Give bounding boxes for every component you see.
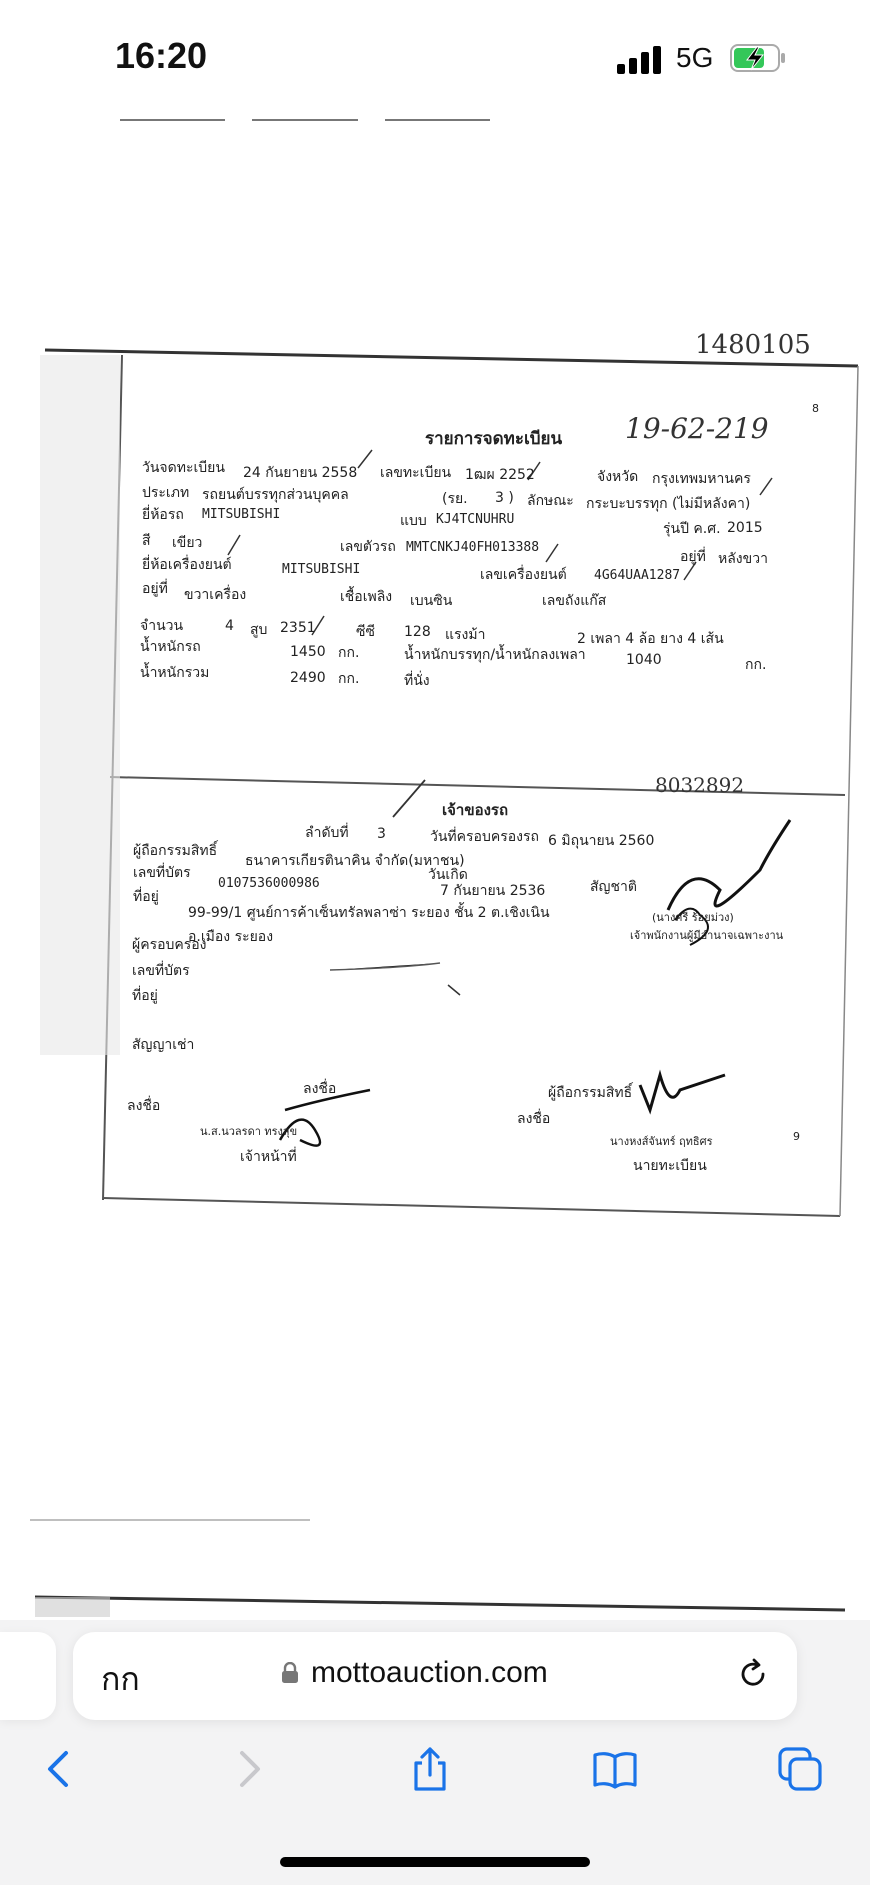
brand-label: ยี่ห้อรถ	[142, 507, 184, 523]
reload-icon[interactable]	[733, 1654, 773, 1694]
right-sign-label: ลงชื่อ	[517, 1111, 551, 1127]
url-display[interactable]	[281, 1656, 548, 1690]
gross-weight-value: 2490	[290, 670, 326, 686]
left-signer-name: น.ส.นวลรดา ทรงสุข	[200, 1125, 298, 1138]
possess-date-label: วันที่ครอบครองรถ	[430, 829, 539, 845]
cc-label: ซีซี	[356, 624, 376, 640]
gas-tank-label: เลขถังแก๊ส	[542, 593, 607, 609]
plate-label: เลขทะเบียน	[380, 465, 452, 481]
seats-label: ที่นั่ง	[404, 673, 430, 689]
cc-value: 2351	[280, 620, 316, 636]
forward-chevron-icon[interactable]	[224, 1745, 272, 1793]
owner-section-title: เจ้าของรถ	[442, 801, 509, 819]
page-number-bottom: 9	[793, 1130, 800, 1143]
axle-value: 2 เพลา 4 ล้อ ยาง 4 เส้น	[577, 631, 724, 647]
address-bar[interactable]	[73, 1632, 797, 1720]
chassis-loc-value: หลังขวา	[718, 551, 768, 567]
url-text: mottoauction.com	[311, 1656, 548, 1689]
serial-handwritten: 8032892	[655, 773, 745, 797]
back-chevron-icon[interactable]	[36, 1745, 84, 1793]
possess-date-value: 6 มิถุนายน 2560	[548, 833, 655, 849]
body-style-value: กระบะบรรทุก (ไม่มีหลังคา)	[586, 496, 751, 512]
cyl-unit-label: สูบ	[250, 622, 268, 638]
card-label: เลขที่บัตร	[133, 865, 191, 881]
reg-date-label: วันจดทะเบียน	[142, 460, 225, 476]
engine-brand-value: MITSUBISHI	[282, 562, 361, 577]
payload-value: 1040	[626, 652, 662, 668]
page-settings-button[interactable]: กก	[101, 1660, 140, 1698]
address-label: ที่อยู่	[133, 889, 159, 905]
previous-tab-preview[interactable]	[0, 1632, 56, 1720]
chassis-label: เลขตัวรถ	[340, 539, 396, 555]
home-indicator[interactable]	[280, 1857, 590, 1867]
signal-icon	[617, 46, 663, 74]
province-value: กรุงเทพมหานคร	[652, 471, 751, 487]
officer-title: เจ้าพนักงานผู้มีอำนาจเฉพาะงาน	[630, 929, 784, 942]
brand-value: MITSUBISHI	[202, 507, 281, 522]
bookmarks-book-icon[interactable]	[591, 1745, 639, 1793]
share-icon[interactable]	[406, 1745, 454, 1793]
holder-value: ธนาคารเกียรตินาคิน จำกัด(มหาชน)	[245, 853, 465, 869]
engine-brand-label: ยี่ห้อเครื่องยนต์	[142, 557, 232, 573]
possessor-label: ผู้ครอบครอง	[132, 937, 207, 953]
address-line1: 99-99/1 ศูนย์การค้าเซ็นทรัลพลาซ่า ระยอง ชั้น 2 ต.เชิงเนิน	[188, 905, 550, 921]
handwritten-code: 19-62-219	[625, 412, 769, 445]
tabs-icon[interactable]	[776, 1745, 824, 1793]
hp-value: 128	[404, 624, 431, 640]
engine-loc-label: อยู่ที่	[142, 581, 168, 597]
birth-value: 7 กันยายน 2536	[440, 883, 546, 899]
engine-no-label: เลขเครื่องยนต์	[480, 567, 567, 583]
battery-charging-icon	[730, 42, 786, 74]
gross-weight-unit: กก.	[338, 671, 360, 687]
order-label: ลำดับที่	[305, 825, 349, 841]
left-sign-label: ลงชื่อ	[127, 1098, 161, 1114]
body-style-label: ลักษณะ	[527, 493, 574, 509]
payload-unit: กก.	[745, 657, 767, 673]
year-label: รุ่นปี ค.ศ.	[663, 521, 721, 537]
color-label: สี	[142, 533, 151, 549]
weight-label: น้ำหนักรถ	[140, 639, 201, 655]
right-signer-role: นายทะเบียน	[633, 1158, 707, 1174]
weight-unit: กก.	[338, 645, 360, 661]
color-value: เขียว	[172, 535, 203, 551]
payload-label: น้ำหนักบรรทุก/น้ำหนักลงเพลา	[404, 647, 586, 663]
hp-label: แรงม้า	[445, 627, 486, 643]
officer-name: (นางศรี ร้อยม่วง)	[652, 911, 734, 924]
network-label: 5G	[676, 42, 714, 73]
left-sign-label-top: ลงชื่อ	[303, 1081, 337, 1097]
fuel-value: เบนซิน	[410, 593, 453, 609]
page-number-top: 8	[812, 402, 819, 415]
right-holder-label: ผู้ถือกรรมสิทธิ์	[548, 1085, 633, 1101]
gross-weight-label: น้ำหนักรวม	[140, 665, 210, 681]
document-title: รายการจดทะเบียน	[425, 429, 563, 449]
address2-label: ที่อยู่	[132, 988, 158, 1004]
card2-label: เลขที่บัตร	[132, 963, 190, 979]
birth-label: วันเกิด	[428, 867, 468, 883]
engine-no-value: 4G64UAA1287	[594, 568, 681, 583]
year-value: 2015	[727, 520, 763, 536]
chassis-loc-label: อยู่ที่	[680, 549, 706, 565]
weight-value: 1450	[290, 644, 326, 660]
left-signer-role: เจ้าหน้าที่	[240, 1149, 297, 1165]
model-label: แบบ	[400, 513, 427, 529]
cylinders-value: 4	[225, 618, 234, 634]
engine-loc-value: ขวาเครื่อง	[184, 587, 247, 603]
status-time: 16:20	[115, 35, 208, 76]
order-value: 3	[377, 826, 386, 842]
lease-label: สัญญาเช่า	[132, 1037, 195, 1053]
nationality-label: สัญชาติ	[590, 879, 637, 895]
holder-label: ผู้ถือกรรมสิทธิ์	[133, 843, 218, 859]
lock-icon	[281, 1662, 299, 1684]
chassis-value: MMTCNKJ40FH013388	[406, 540, 540, 555]
address-line2: อ.เมือง ระยอง	[188, 929, 274, 945]
type-value: รถยนต์บรรทุกส่วนบุคคล	[202, 487, 349, 503]
reg-date-value: 24 กันยายน 2558	[243, 465, 358, 481]
card-value: 0107536000986	[218, 876, 320, 891]
document-scan	[0, 100, 870, 1620]
fuel-label: เชื้อเพลิง	[340, 589, 393, 605]
cylinders-label: จำนวน	[140, 618, 184, 634]
stamp-number: 1480105	[695, 330, 811, 360]
plate-value: 1ฒผ 2252	[465, 467, 535, 483]
ry-value: 3 )	[495, 490, 514, 506]
type-label: ประเภท	[142, 485, 190, 501]
model-value: KJ4TCNUHRU	[436, 512, 515, 527]
province-label: จังหวัด	[597, 469, 639, 485]
ry-label: (รย.	[442, 491, 468, 507]
right-signer-name: นางหงส์จันทร์ ฤทธิศร	[610, 1135, 713, 1148]
